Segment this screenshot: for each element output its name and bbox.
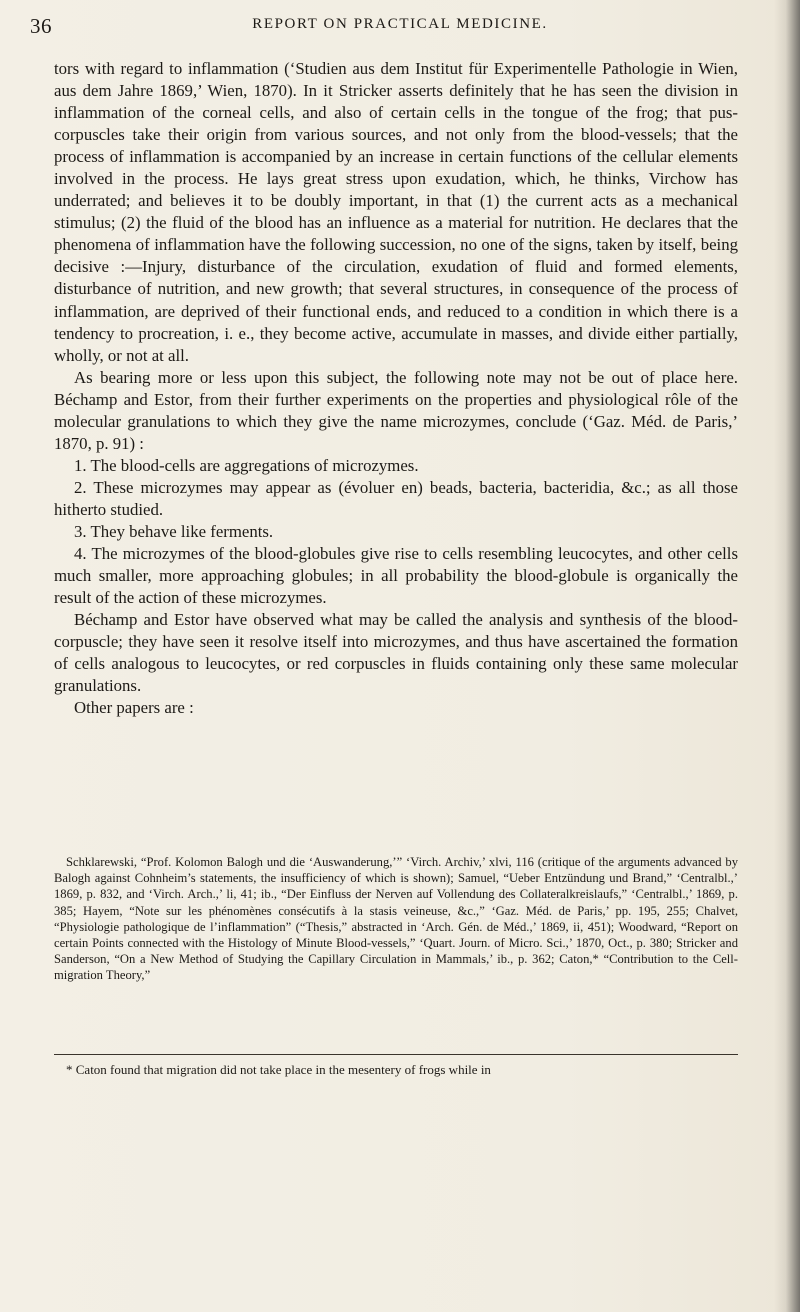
paragraph-analysis-synthesis: Béchamp and Estor have observed what may be called the analysis and synthesis of the blood-corpuscle; they have seen it resolve itself into microzymes, and thus have ascertained the formation of cells analogous to leucocytes, or red corpuscles in fluids containing only these same molecular granulations. bbox=[54, 610, 738, 696]
numbered-item-4: 4. The microzymes of the blood-globules give rise to cells resembling leucocytes, and other cells much smaller, more approaching globules; in all probability the blood-globule is organically the result of the action of these microzymes. bbox=[54, 544, 738, 608]
page-edge-shadow bbox=[774, 0, 800, 1312]
numbered-item-3: 3. They behave like ferments. bbox=[74, 521, 274, 541]
references-block bbox=[54, 854, 738, 984]
paragraph-inflammation: tors with regard to inflammation (‘Studien aus dem Institut für Experimentelle Pathologie in Wien, aus dem Jahre 1869,’ Wien, 1870). In it Stricker asserts definitely that he has seen the division in inflammation of the corneal cells, and also of certain cells in the tongue of the frog; that pus-corpuscles take their origin from various sources, and not only from the blood-vessels; that the process of inflammation is accompanied by an increase in certain functions of the cellular elements involved in the process. He lays great stress upon exudation, which, he thinks, Virchow has underrated; and believes it to be doubly important, in that (1) the current acts as a mechanical stimulus; (2) the fluid of the blood has an influence as a material for nutrition. He declares that the phenomena of inflammation have the following succession, no one of the signs, taken by itself, being decisive :—Injury, disturbance of the circulation, exudation of fluid and formed elements, disturbance of nutrition, and new growth; that several structures, in consequence of the process of inflammation, are deprived of their functional ends, and reduced to a condition in which there is a tendency to procreation, i. e., they become active, accumulate in masses, and divide either partially, wholly, or not at all. bbox=[54, 59, 738, 365]
footnote: * Caton found that migration did not take place in the mesentery of frogs while in bbox=[66, 1062, 491, 1077]
page-number: 36 bbox=[30, 14, 52, 38]
page-header bbox=[30, 14, 770, 38]
numbered-item-2: 2. These microzymes may appear as (évoluer en) beads, bacteria, bacteridia, &c.; as all those hitherto studied. bbox=[54, 477, 738, 519]
numbered-item-1: 1. The blood-cells are aggregations of microzymes. bbox=[74, 455, 419, 475]
paragraph-other-papers: Other papers are : bbox=[74, 698, 194, 718]
main-text bbox=[54, 58, 738, 719]
running-head: REPORT ON PRACTICAL MEDICINE. bbox=[252, 16, 548, 32]
references-text: Schklarewski, “Prof. Kolomon Balogh und die ‘Auswanderung,’” ‘Virch. Archiv,’ xlvi, 116 (critique of the arguments advanced by Balogh against Cohnheim’s statements, the insufficiency of which is shown); Samuel, “Ueber Entzündung und Brand,” ‘Centralbl.,’ 1869, p. 832, and ‘Virch. Arch.,’ li, 41; ib., “Der Einfluss der Nerven auf Vollendung des Collateralkreislaufs,” ‘Centralbl.,’ 1869, p. 385; Hayem, “Note sur les phénomènes consécutifs à la stasis veineuse, &c.,” ‘Gaz. Méd. de Paris,’ pp. 195, 255; Chalvet, “Physiologie pathologique de l’inflammation” (“Thesis,” abstracted in ‘Arch. Gén. de Méd.,’ 1869, ii, 451); Woodward, “Report on certain Points connected with the Histology of Minute Blood-vessels,” ‘Quart. Journ. of Micro. Sci.,’ 1870, Oct., p. 380; Stricker and Sanderson, “On a New Method of Studying the Capillary Circulation in Mammals,’ ib., p. 362; Caton,* “Contribution to the Cell-migration Theory,” bbox=[54, 855, 738, 983]
paragraph-bechamp-estor-intro: As bearing more or less upon this subject, the following note may not be out of place here. Béchamp and Estor, from their further experiments on the properties and physiological rôle of the molecular granulations to which they give the name microzymes, conclude (‘Gaz. Méd. de Paris,’ 1870, p. 91) : bbox=[54, 367, 738, 453]
footnote-rule bbox=[54, 1054, 738, 1055]
